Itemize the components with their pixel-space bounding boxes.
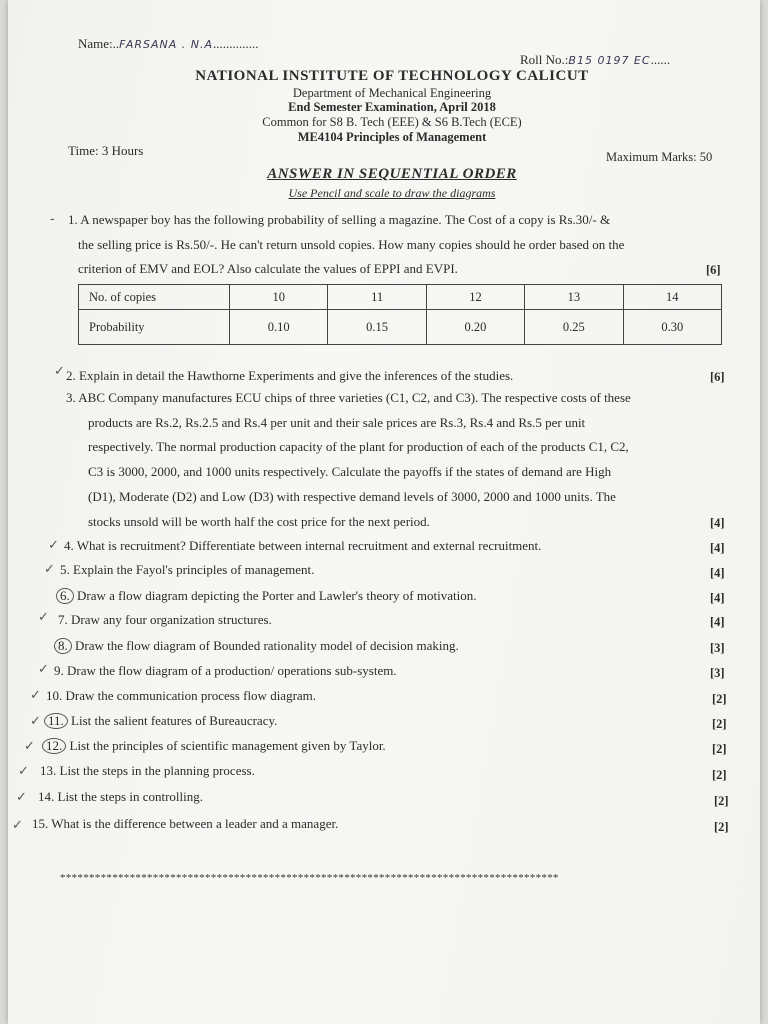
institute-name: NATIONAL INSTITUTE OF TECHNOLOGY CALICUT: [195, 68, 589, 84]
table-cell: 0.30: [623, 310, 721, 345]
question-text: What is recruitment? Differentiate between internal recruitment and external recruitment.: [76, 538, 542, 553]
max-marks: Maximum Marks: 50: [606, 150, 713, 164]
table-row: [79, 310, 722, 345]
question-number: 8.: [54, 638, 72, 654]
question-3-line-5: (D1), Moderate (D2) and Low (D3) with respective demand levels of 3000, 2000 and 1000 units. The: [88, 489, 616, 504]
check-mark-icon: ✓: [54, 364, 65, 379]
question-number: 15.: [32, 816, 49, 831]
roll-line: [520, 52, 670, 68]
question-marks: [4]: [710, 615, 725, 629]
course-title: ME4104 Principles of Management: [297, 130, 487, 144]
table-row-header: No. of copies: [79, 285, 230, 310]
question-10: [46, 684, 316, 709]
table-row: [79, 285, 722, 310]
name-value: FARSANA . N.A: [119, 38, 214, 51]
name-dots: ..............: [213, 36, 259, 51]
question-8: [54, 634, 459, 659]
table-cell: 12: [426, 285, 524, 310]
question-3-line-6: stocks unsold will be worth half the cost price for the next period.: [88, 514, 430, 529]
table-row-header: Probability: [79, 310, 230, 345]
question-1-line-2: the selling price is Rs.50/-. He can't return unsold copies. How many copies should he order based on the: [78, 237, 625, 252]
question-marks: [2]: [712, 768, 727, 782]
instruction-subtitle: Use Pencil and scale to draw the diagrams: [288, 186, 496, 200]
question-7: [58, 608, 272, 633]
instruction-title: ANSWER IN SEQUENTIAL ORDER: [267, 166, 517, 182]
check-mark-icon: ✓: [30, 688, 41, 703]
question-text: Draw the flow diagram of a production/ operations sub-system.: [67, 663, 397, 678]
question-marks: [3]: [710, 666, 725, 680]
question-number: 5.: [60, 562, 70, 577]
question-14: [38, 785, 203, 810]
question-9: [54, 659, 397, 684]
question-3-line-4: C3 is 3000, 2000, and 1000 units respectively. Calculate the payoffs if the states of demand are High: [88, 464, 612, 479]
question-number: 11.: [44, 713, 68, 729]
question-number: 6.: [56, 588, 74, 604]
question-text: Draw the communication process flow diagram.: [65, 688, 317, 703]
check-mark-icon: ✓: [30, 714, 41, 729]
question-marks: [6]: [710, 370, 725, 384]
question-13: [40, 759, 255, 784]
exam-name: End Semester Examination, April 2018: [288, 100, 496, 114]
question-marks: [2]: [714, 794, 729, 808]
question-text: Draw any four organization structures.: [71, 612, 272, 627]
question-text: List the steps in the planning process.: [59, 763, 255, 778]
table-cell: 0.25: [525, 310, 623, 345]
check-mark-icon: ✓: [38, 662, 49, 677]
check-mark-icon: ✓: [48, 538, 59, 553]
question-marks: [2]: [712, 692, 727, 706]
question-3: [66, 386, 631, 411]
name-line: [78, 36, 259, 52]
table-cell: 14: [623, 285, 721, 310]
question-number: 9.: [54, 663, 64, 678]
check-mark-icon: ✓: [12, 818, 23, 833]
check-mark-icon: ✓: [38, 610, 49, 625]
footer-separator: **************************************************************************************: [60, 872, 559, 884]
question-marks: [4]: [710, 566, 725, 580]
question-text: List the principles of scientific management given by Taylor.: [69, 738, 386, 753]
question-3-line-3: respectively. The normal production capacity of the plant for production of each of the products C1, C2,: [88, 439, 629, 454]
table-cell: 0.10: [230, 310, 328, 345]
question-1: [68, 208, 610, 233]
question-11: [44, 709, 277, 734]
table-cell: 11: [328, 285, 426, 310]
question-text: Explain the Fayol's principles of management.: [73, 562, 315, 577]
question-text-line: ABC Company manufactures ECU chips of three varieties (C1, C2, and C3). The respective costs of these: [78, 390, 631, 405]
question-6: [56, 584, 476, 609]
question-text: Draw a flow diagram depicting the Porter and Lawler's theory of motivation.: [77, 588, 477, 603]
question-marks: [4]: [710, 516, 725, 530]
table-cell: 10: [230, 285, 328, 310]
question-marks: [4]: [710, 541, 725, 555]
question-text: What is the difference between a leader and a manager.: [51, 816, 339, 831]
check-mark-icon: ✓: [44, 562, 55, 577]
table-cell: 0.20: [426, 310, 524, 345]
name-label: Name:..: [78, 36, 120, 51]
question-marks: [2]: [714, 820, 729, 834]
question-number: 12.: [42, 738, 66, 754]
check-mark-icon: ✓: [16, 790, 27, 805]
question-15: [32, 812, 338, 837]
question-text-line: A newspaper boy has the following probability of selling a magazine. The Cost of a copy is Rs.30/- &: [80, 212, 611, 227]
question-number: 1.: [68, 212, 78, 227]
question-marks: [2]: [712, 742, 727, 756]
question-number: 4.: [64, 538, 74, 553]
exam-paper: [8, 0, 760, 1024]
question-number: 13.: [40, 763, 57, 778]
question-marks: [2]: [712, 717, 727, 731]
question-12: [42, 734, 386, 759]
question-text: List the salient features of Bureaucracy.: [71, 713, 278, 728]
question-number: 3.: [66, 390, 76, 405]
question-marks: [3]: [710, 641, 725, 655]
question-number: 2.: [66, 368, 76, 383]
question-2: [66, 364, 513, 389]
department: Department of Mechanical Engineering: [292, 86, 492, 100]
question-3-line-2: products are Rs.2, Rs.2.5 and Rs.4 per unit and their sale prices are Rs.3, Rs.4 and Rs.5 per unit: [88, 415, 586, 430]
roll-value: B15 0197 EC: [568, 54, 651, 67]
table-cell: 13: [525, 285, 623, 310]
question-marks: [6]: [706, 263, 721, 277]
question-marks: [4]: [710, 591, 725, 605]
question-5: [60, 558, 314, 583]
probability-table: [78, 284, 722, 345]
roll-dots: ......: [650, 52, 671, 67]
question-1-line-3: criterion of EMV and EOL? Also calculate the values of EPPI and EVPI.: [78, 261, 458, 276]
question-text: List the steps in controlling.: [57, 789, 204, 804]
dash-mark: -: [50, 212, 55, 227]
question-number: 7.: [58, 612, 68, 627]
question-number: 14.: [38, 789, 55, 804]
question-4: [64, 534, 541, 559]
table-cell: 0.15: [328, 310, 426, 345]
check-mark-icon: ✓: [24, 739, 35, 754]
roll-label: Roll No.:: [520, 52, 569, 67]
question-text: Draw the flow diagram of Bounded rationality model of decision making.: [75, 638, 459, 653]
time-label: Time: 3 Hours: [68, 143, 144, 158]
question-text: Explain in detail the Hawthorne Experiments and give the inferences of the studies.: [79, 368, 514, 383]
question-number: 10.: [46, 688, 63, 703]
common-for: Common for S8 B. Tech (EEE) & S6 B.Tech (ECE): [262, 115, 522, 129]
check-mark-icon: ✓: [18, 764, 29, 779]
